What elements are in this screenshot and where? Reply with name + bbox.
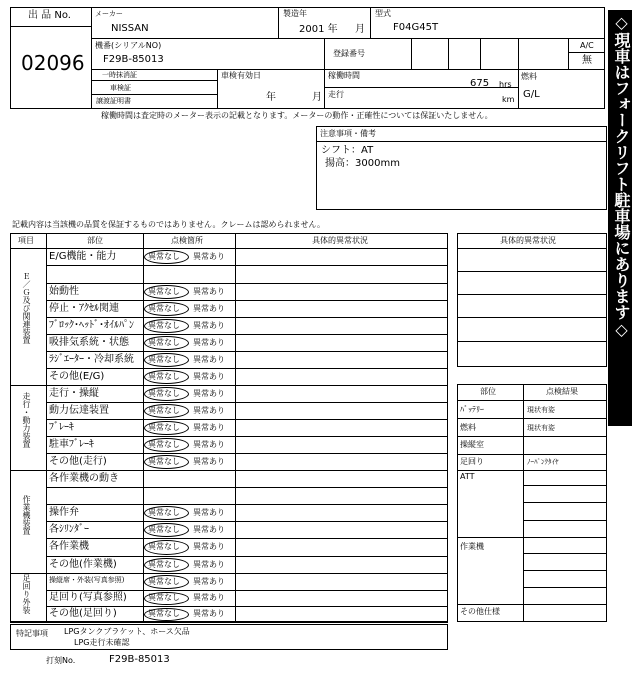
serial-label: 機番(シリアルNO) [95,41,162,50]
row-divider [46,487,448,488]
serial-value: F29B-85013 [103,54,164,65]
row-divider [46,453,448,454]
run-label: 走行 [328,90,344,99]
row-divider [10,248,448,249]
result-part-other: その他仕様 [460,607,500,616]
row-divider [46,265,448,266]
results-col-result: 点検結果 [546,387,578,396]
normal-option-label: 異常なし [148,406,180,415]
abnormal-option-label[interactable]: 異常あり [193,304,225,313]
results-col-part: 部位 [480,387,496,396]
result-part-work: 作業機 [460,542,484,551]
normal-option-label: 異常なし [148,508,180,517]
row-divider [46,504,448,505]
part-startability: 始動性 [49,286,79,297]
group-label-eg: Ｅ／Ｇ及び関連装置 [22,272,31,344]
abnormal-option-label[interactable]: 異常あり [193,508,225,517]
km-unit: km [502,95,515,104]
col-item-header: 項目 [18,236,34,245]
result-value-fuel: 現状有姿 [527,424,555,432]
ac-value: 無 [582,55,592,66]
special-line2: LPG走行未確認 [74,638,130,647]
meter-notice: 稼働時間は査定時のメーター表示の記載となります。メーターの動作・正確性については保証いたしません。 [101,111,493,120]
row-divider [46,351,448,352]
normal-option-label: 異常なし [148,440,180,449]
part-radiator-cooling: ﾗｼﾞｴｰﾀｰ・冷却系統 [49,354,134,365]
inspection-cert-label: 車検証 [110,84,131,92]
row-divider [46,300,448,301]
notes-line2: 揚高：3000mm [325,158,400,169]
model-label: 型式 [375,9,391,18]
part-work-other: その他(作業機) [49,559,117,570]
year-label: 製造年 [283,9,307,18]
part-under-other: その他(足回り) [49,608,117,619]
fuel-label: 燃料 [521,72,537,81]
transfer-cert-label: 譲渡証明書 [96,97,131,105]
abnormal-option-label[interactable]: 異常あり [193,355,225,364]
part-undercarriage: 足回り(写真参照) [49,592,127,603]
notes-title: 注意事項・備考 [320,129,376,138]
abnormal-option-label[interactable]: 異常あり [193,542,225,551]
part-parking-brake: 駐車ﾌﾞﾚｰｷ [49,439,94,450]
row-divider [46,283,448,284]
abnormal-option-label[interactable]: 異常あり [193,338,225,347]
normal-option-label: 異常なし [148,321,180,330]
abnormal-option-label[interactable]: 異常あり [193,321,225,330]
maker-label: メーカー [95,10,123,18]
quality-notice: 記載内容は当該機の品質を保証するものではありません。クレームは認められません。 [12,220,325,229]
normal-option-label: 異常なし [148,252,180,261]
hours-value: 675 [470,78,490,89]
col-detail-header: 具体的異常状況 [312,236,368,245]
part-eg-other: その他(E/G) [49,371,105,382]
group-label-drive: 走行・動力装置 [22,392,31,448]
abnormal-option-label[interactable]: 異常あり [193,609,225,618]
row-divider [46,419,448,420]
part-cylinders: 各ｼﾘﾝﾀﾞｰ [49,524,89,535]
stamp-value: F29B-85013 [109,654,170,665]
normal-option-label: 異常なし [148,609,180,618]
normal-option-label: 異常なし [148,593,180,602]
abnormal-option-label[interactable]: 異常あり [193,252,225,261]
part-power-transmission: 動力伝達装置 [49,405,109,416]
part-block-head-oilpan: ﾌﾞﾛｯｸ･ﾍｯﾄﾞ･ｵｲﾙﾊﾟﾝ [49,320,134,331]
abnormal-option-label[interactable]: 異常あり [193,577,225,586]
abnormal-option-label[interactable]: 異常あり [193,593,225,602]
normal-option-label: 異常なし [148,304,180,313]
group-label-work: 作業機装置 [22,495,31,535]
result-part-battery: ﾊﾞｯﾃﾘｰ [460,405,484,414]
right-detail-box [457,233,607,367]
row-divider [10,385,448,386]
row-divider [10,573,448,574]
row-divider [46,368,448,369]
abnormal-option-label[interactable]: 異常あり [193,423,225,432]
row-divider [46,402,448,403]
lot-label: 出 品 No. [28,10,71,21]
row-divider [46,334,448,335]
normal-option-label: 異常なし [148,338,180,347]
normal-option-label: 異常なし [148,372,180,381]
part-cab-exterior: 操縦席・外装(写真参照) [49,576,125,584]
normal-option-label: 異常なし [148,423,180,432]
month-label: 月 [355,24,365,35]
result-part-undercarriage: 足回り [460,457,484,466]
row-divider [46,556,448,557]
normal-option-label: 異常なし [148,525,180,534]
normal-option-label: 異常なし [148,389,180,398]
abnormal-option-label[interactable]: 異常あり [193,525,225,534]
normal-option-label: 異常なし [148,542,180,551]
normal-option-label: 異常なし [148,355,180,364]
row-divider [46,590,448,591]
normal-option-label: 異常なし [148,577,180,586]
notes-line1: シフト：AT [321,145,374,156]
row-divider [46,521,448,522]
hours-unit: hrs [499,80,512,89]
row-divider [10,622,448,623]
shaken-label: 車検有効日 [221,71,261,80]
ac-label: A/C [580,41,594,50]
year-value: 2001 年 [299,24,338,35]
sidebar-text: ◇現車はフォークリフト駐車場にあります◇ [612,13,631,339]
abnormal-option-label[interactable]: 異常あり [193,560,225,569]
model-value: F04G45T [393,22,439,33]
part-stop-accel: 停止・ｱｸｾﾙ関連 [49,303,119,314]
col-part-header: 部位 [87,236,103,245]
special-label: 特記事項 [16,629,48,638]
fuel-value: G/L [523,89,540,100]
part-drive-operation: 走行・操縦 [49,388,99,399]
lot-number: 02096 [21,51,85,75]
part-work-each: 各作業機 [49,541,89,552]
part-eg-function: E/G機能・能力 [49,251,117,262]
special-line1: LPGタンクブラケット、ホース欠品 [64,627,190,636]
abnormal-option-label[interactable]: 異常あり [193,440,225,449]
abnormal-option-label[interactable]: 異常あり [193,406,225,415]
row-divider [10,470,448,471]
stamp-label: 打刻No. [46,656,76,665]
row-divider [46,538,448,539]
abnormal-option-label[interactable]: 異常あり [193,372,225,381]
row-divider [46,317,448,318]
row-divider [46,606,448,607]
result-part-att: ATT [460,472,475,481]
col-point-header: 点検箇所 [171,236,203,245]
abnormal-option-label[interactable]: 異常あり [193,457,225,466]
part-control-valve: 操作弁 [49,507,79,518]
row-divider [46,436,448,437]
hours-label: 稼働時間 [328,71,360,80]
group-label-under: 足回り外装 [22,574,31,614]
abnormal-option-label[interactable]: 異常あり [193,389,225,398]
part-work-motion: 各作業機の動き [49,473,119,484]
part-drive-other: その他(走行) [49,456,107,467]
normal-option-label: 異常なし [148,560,180,569]
part-intake-exhaust: 吸排気系統・状態 [49,337,129,348]
shaken-year: 年 [266,92,276,103]
shaken-month: 月 [312,92,322,103]
result-value-battery: 現状有姿 [527,406,555,414]
result-value-undercarriage: ﾉｰﾊﾟﾝｸﾀｲﾔ [527,458,559,466]
normal-option-label: 異常なし [148,287,180,296]
abnormal-option-label[interactable]: 異常あり [193,287,225,296]
part-brake: ﾌﾞﾚｰｷ [49,422,74,433]
temp-cert-label: 一時抹消証 [102,71,137,79]
maker-value: NISSAN [111,23,149,34]
result-part-fuel: 燃料 [460,423,476,432]
normal-option-label: 異常なし [148,457,180,466]
reg-label: 登録番号 [333,49,365,58]
result-part-cab: 操縦室 [460,440,484,449]
right-detail-header: 具体的異常状況 [500,236,556,245]
